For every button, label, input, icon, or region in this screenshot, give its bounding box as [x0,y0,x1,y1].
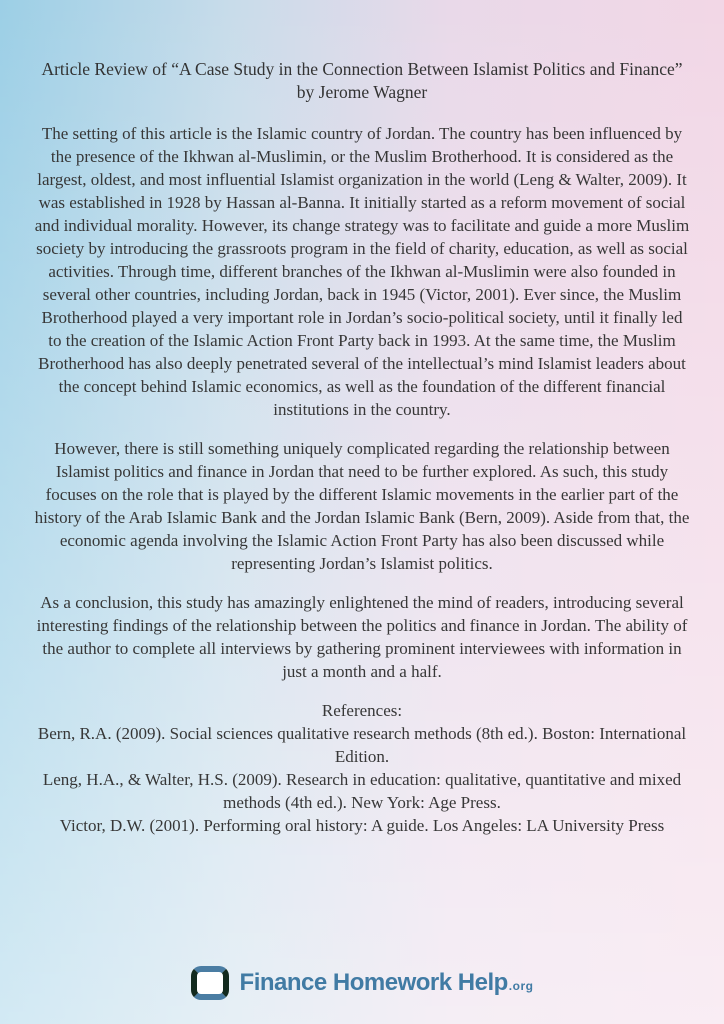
reference-item: Leng, H.A., & Walter, H.S. (2009). Research in education: qualitative, quantitative and mixed methods (4th ed.). New York: Age Press. [42,770,682,812]
references-heading: References: [321,701,403,720]
article-title: Article Review of “A Case Study in the Connection Between Islamist Politics and Finance” by Jerome Wagner [41,59,683,102]
brand-name: Finance Homework Help [239,969,508,996]
article-paragraph-focus: However, there is still something uniquely complicated regarding the relationship between Islamist politics and finance in Jordan that need to be further explored. As such, this study focuses on the role that is played by the different Islamic movements in the earlier part of the history of the Arab Islamic Bank and the Jordan Islamic Bank (Bern, 2009). Aside from that, the economic agenda involving the Islamic Action Front Party has also been discussed while representing Jordan’s Islamist politics. [34,439,690,573]
brand-wordmark [240,970,534,996]
article-paragraph-conclusion: As a conclusion, this study has amazingly enlightened the mind of readers, introducing several interesting findings of the relationship between the politics and finance in Jordan. The ability of the author to complete all interviews by gathering prominent interviewees with information in just a month and a half. [36,593,688,681]
footer-brand-link[interactable] [0,966,724,1000]
reference-item: Bern, R.A. (2009). Social sciences qualitative research methods (8th ed.). Boston: International Edition. [37,724,687,766]
brand-logo-icon [191,966,229,1000]
references-section [34,699,690,837]
reference-item: Victor, D.W. (2001). Performing oral history: A guide. Los Angeles: LA University Press [59,816,665,835]
article-paragraph-setting: The setting of this article is the Islamic country of Jordan. The country has been influenced by the presence of the Ikhwan al-Muslimin, or the Muslim Brotherhood. It is considered as the largest, oldest, and most influential Islamist organization in the world (Leng & Walter, 2009). It was established in 1928 by Hassan al-Banna. It initially started as a reform movement of social and individual morality. However, its change strategy was to facilitate and guide a more Muslim society by introducing the grassroots program in the field of charity, education, as well as social activities. Through time, different branches of the Ikhwan al-Muslimin were also founded in several other countries, including Jordan, back in 1945 (Victor, 2001). Ever since, the Muslim Brotherhood played a very important role in Jordan’s socio-political society, until it finally led to the creation of the Islamic Action Front Party back in 1993. At the same time, the Muslim Brotherhood has also deeply penetrated several of the intellectual’s mind Islamist leaders about the concept behind Islamic economics, as well as the foundation of the different financial institutions in the country. [34,124,690,419]
brand-tld: .org [508,979,534,993]
